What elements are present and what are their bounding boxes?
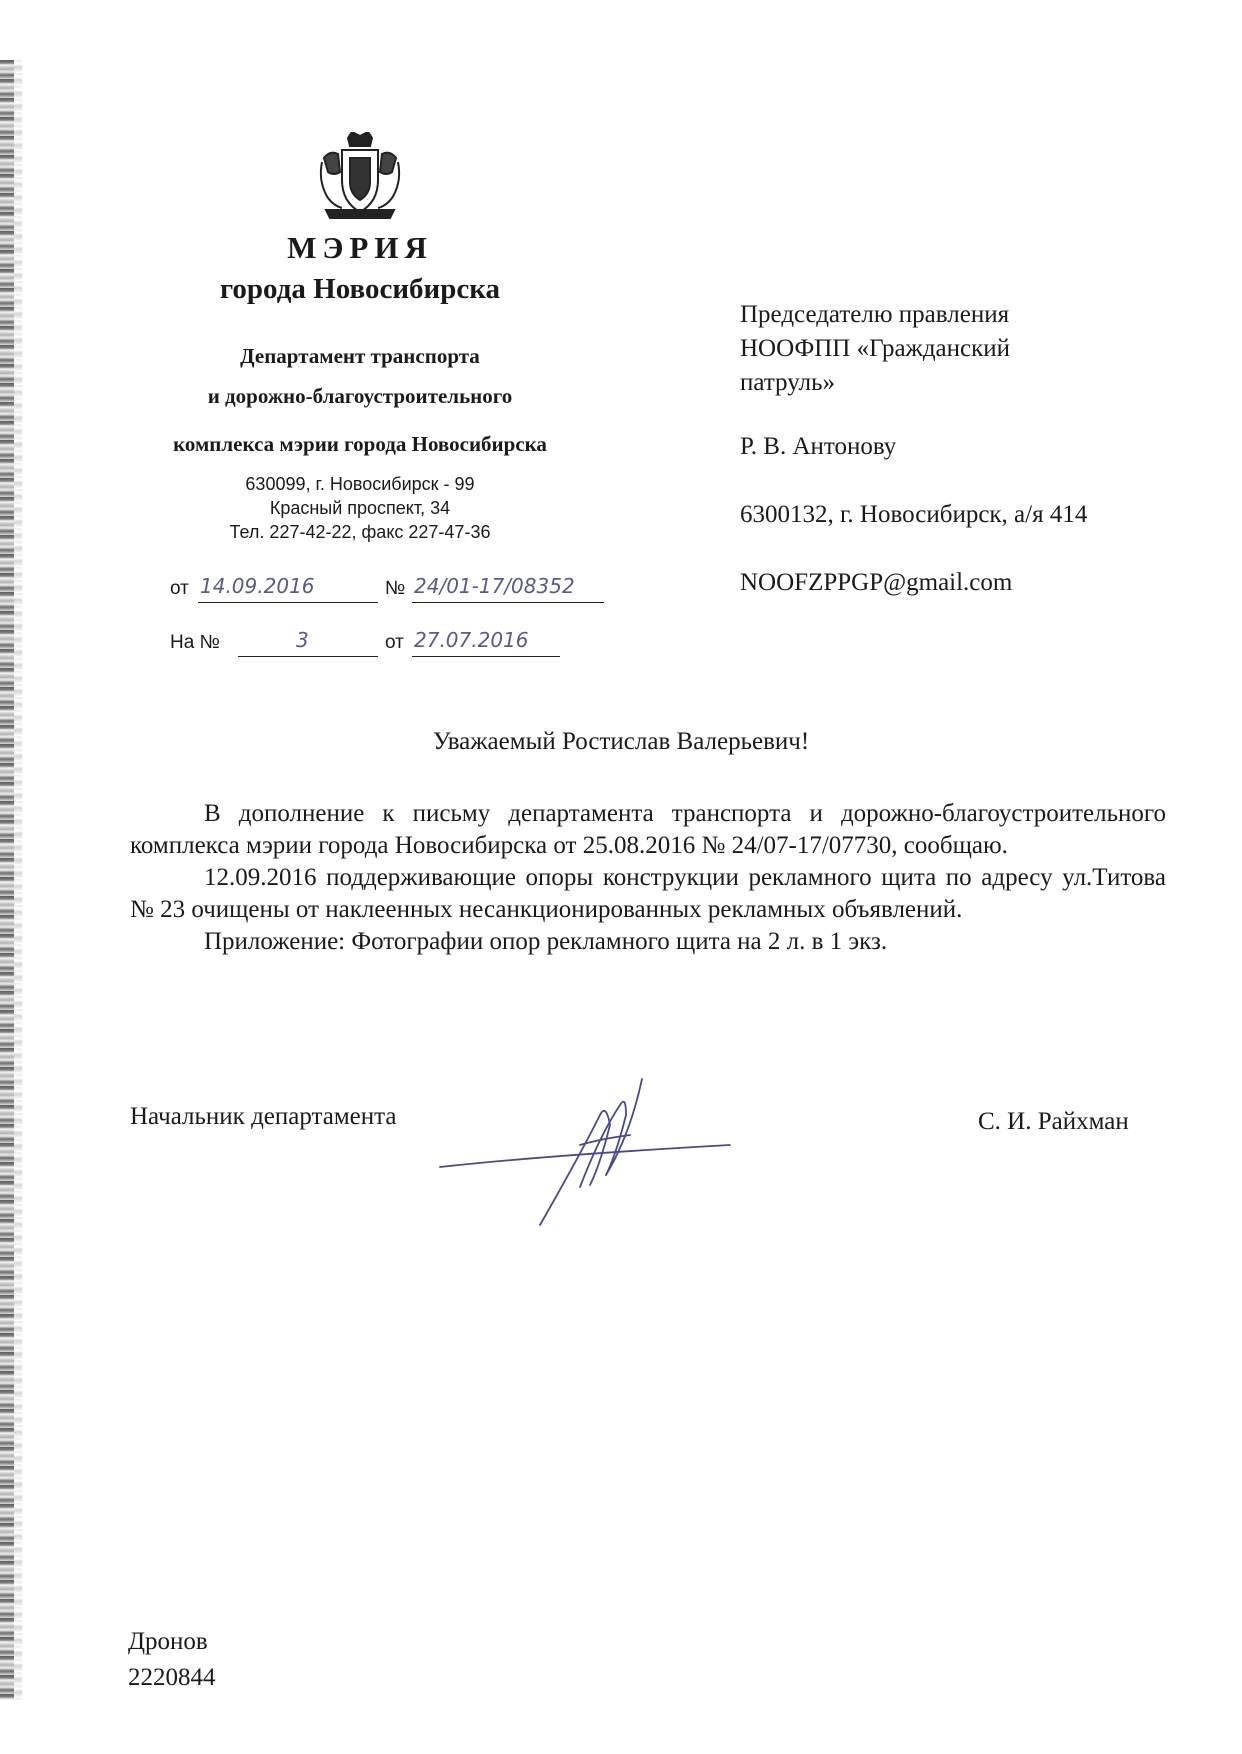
number-value: 24/01-17/08352 [414,574,575,598]
reply-date-underline [412,656,560,657]
reply-number-underline [238,656,378,657]
reply-date-label: от [385,632,404,653]
number-underline [412,602,604,603]
signatory-name: С. И. Райхман [978,1108,1129,1135]
executor-name: Дронов [128,1628,208,1655]
dept-line-1: Департамент транспорта [240,344,480,368]
date-label: от [170,578,189,599]
coat-of-arms-icon [312,132,408,220]
address-line-1: 630099, г. Новосибирск - 99 [245,474,475,494]
dept-line-3: комплекса мэрии города Новосибирска [173,432,547,456]
reply-label: На № [170,632,220,653]
handwritten-signature [430,1075,750,1245]
executor-phone: 2220844 [128,1664,216,1691]
paragraph-1: В дополнение к письму департамента транспорта и дорожно-благоустроительного комплекса мэрии города Новосибирска от 25.08.2016 № 24/07-17/07730, сообщаю. [130,800,1166,859]
recipient-line-2: НООФПП «Гражданский [740,335,1011,362]
recipient-name: Р. В. Антонову [740,433,897,460]
recipient-email: NOOFZPPGP@gmail.com [740,569,1013,596]
recipient-line-3: патруль» [740,369,836,396]
org-title: МЭРИЯ [287,230,433,265]
scan-edge [0,60,14,1700]
paragraph-2: 12.09.2016 поддерживающие опоры конструкции рекламного щита по адресу ул.Титова № 23 очищены от наклеенных несанкционированных рекламных объявлений. [130,864,1166,923]
greeting: Уважаемый Ростислав Валерьевич! [432,728,810,755]
address-line-2: Красный проспект, 34 [269,498,451,518]
reply-number: 3 [296,628,309,652]
recipient-address: 6300132, г. Новосибирск, а/я 414 [740,501,1088,528]
reply-date: 27.07.2016 [414,628,529,652]
scan-edge-shadow [14,60,22,1700]
paragraph-3: Приложение: Фотографии опор рекламного щита на 2 л. в 1 экз. [204,928,888,955]
letter-body [130,798,1166,958]
dept-line-2: и дорожно-благоустроительного [207,384,513,408]
address-line-3: Тел. 227-42-22, факс 227-47-36 [229,522,491,542]
number-label: № [385,578,406,599]
org-city: города Новосибирска [219,273,501,305]
signatory-position: Начальник департамента [130,1103,397,1130]
date-value: 14.09.2016 [200,574,315,598]
date-underline [198,602,378,603]
recipient-line-1: Председателю правления [740,301,1010,328]
